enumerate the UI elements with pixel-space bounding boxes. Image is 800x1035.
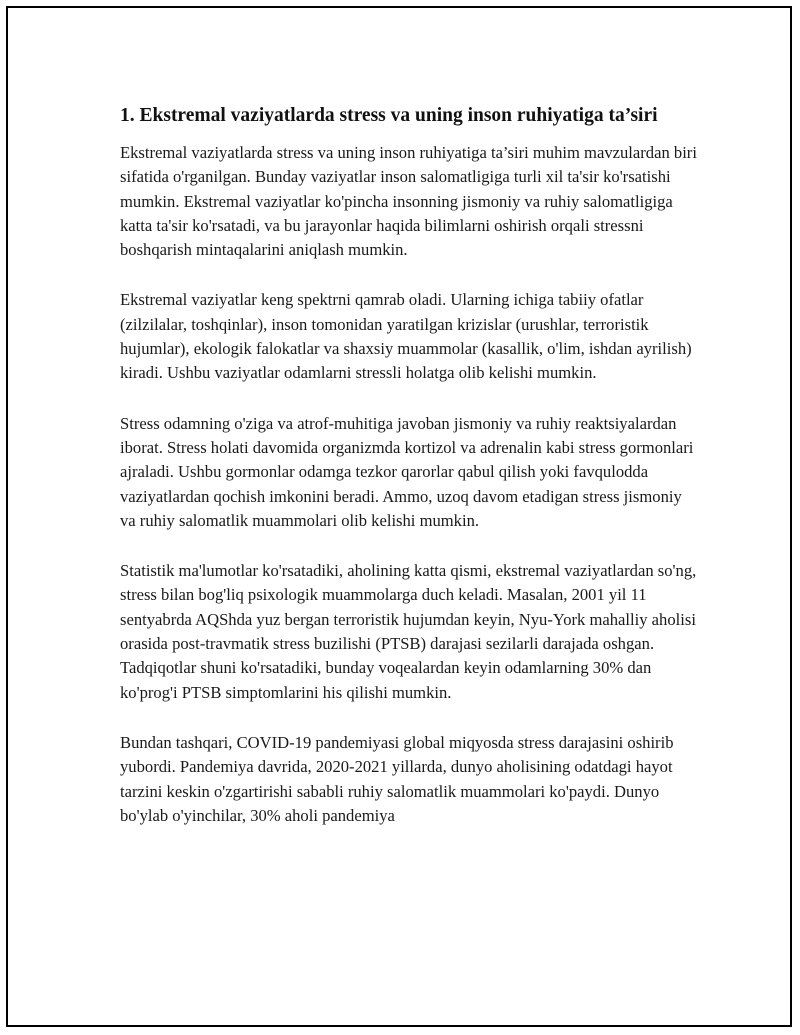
paragraph-5: Bundan tashqari, COVID-19 pandemiyasi global miqyosda stress darajasini oshirib yubordi. Pandemiya davrida, 2020-2021 yillarda, dunyo aholisining odatdagi hayot tarzini keskin o'zgartirishi sababli ruhiy salomatlik muammolari ko'paydi. Dunyo bo'ylab o'yinchilar, 30% aholi pandemiya <box>120 732 674 825</box>
paragraph-4: Statistik ma'lumotlar ko'rsatadiki, aholining katta qismi, ekstremal vaziyatlardan so'ng, stress bilan bog'liq psixologik muammolarga duch keladi. Masalan, 2001 yil 11 sentyabrda AQShda yuz bergan terroristik hujumdan keyin, Nyu-York mahalliy aholisi orasida post-travmatik stress buzilishi (PTSB) darajasi sezilarli darajada oshgan. Tadqiqotlar shuni ko'rsatadiki, bunday voqealardan keyin odamlarning 30% dan ko'prog'i PTSB simptomlarini his qilishi mumkin. <box>120 561 697 702</box>
paragraph-2: Ekstremal vaziyatlar keng spektrni qamrab oladi. Ularning ichiga tabiiy ofatlar (zilzilalar, toshqinlar), inson tomonidan yaratilgan krizislar (urushlar, terroristik hujumlar), ekologik falokatlar va shaxsiy muammolar (kasallik, o'lim, ishdan ayrilish) kiradi. Ushbu vaziyatlar odamlarni stressli holatga olib kelishi mumkin. <box>120 290 692 383</box>
document-body <box>120 102 698 854</box>
paragraph-1: Ekstremal vaziyatlarda stress va uning inson ruhiyatiga ta’siri muhim mavzulardan biri sifatida o'rganilgan. Bunday vaziyatlar inson salomatligiga turli xil ta'sir ko'rsatishi mumkin. Ekstremal vaziyatlar ko'pincha insonning jismoniy va ruhiy salomatligiga katta ta'sir ko'rsatadi, va bu jarayonlar haqida bilimlarni oshirish orqali stressni boshqarish mintaqalarini aniqlash mumkin. <box>120 143 697 260</box>
paragraph-3: Stress odamning o'ziga va atrof-muhitiga javoban jismoniy va ruhiy reaktsiyalardan iborat. Stress holati davomida organizmda kortizol va adrenalin kabi stress gormonlari ajraladi. Ushbu gormonlar odamga tezkor qarorlar qabul qilish yoki favqulodda vaziyatlardan qochish imkonini beradi. Ammo, uzoq davom etadigan stress jismoniy va ruhiy salomatlik muammolari olib kelishi mumkin. <box>120 413 694 530</box>
section-heading: 1. Ekstremal vaziyatlarda stress va uning inson ruhiyatiga ta’siri <box>120 105 658 126</box>
page-frame <box>6 6 792 1027</box>
